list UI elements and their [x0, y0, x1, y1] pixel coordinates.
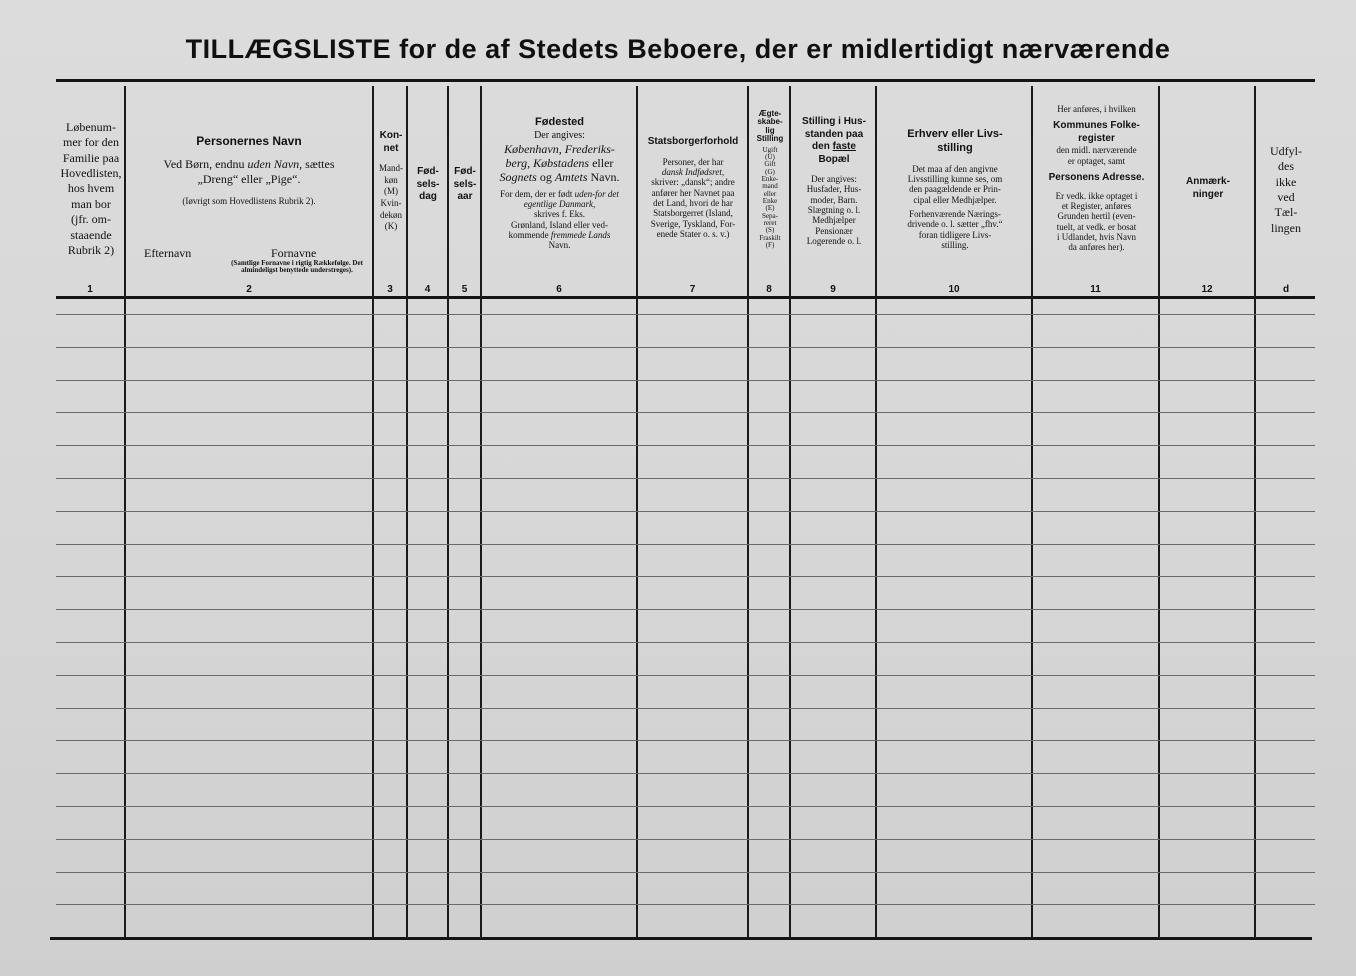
col-number: 6	[556, 284, 562, 295]
col11-heading2: Personens Adresse.	[1048, 172, 1145, 184]
col7-body	[638, 157, 748, 240]
entry-row-line	[56, 806, 1315, 807]
col6-italic2: berg, Købstadens	[505, 156, 590, 171]
cold-line: Udfyl-	[1270, 144, 1302, 158]
col7-italic: dansk Indfødsret,	[661, 166, 725, 177]
col10-line: cipal eller Medhjælper.	[913, 194, 997, 205]
col10-heading: Erhverv eller Livs- stilling	[907, 128, 1003, 154]
cold-line: ikke	[1275, 174, 1297, 189]
col9-heading-a: Stilling i Hus- standen paa den	[802, 116, 866, 152]
entry-row-line	[56, 773, 1315, 774]
col10-body	[878, 164, 1032, 251]
col8-line: Ugift	[762, 145, 778, 154]
col1-line: Familie paa	[62, 150, 120, 165]
col2-firstname-label: Fornavne	[271, 246, 317, 260]
entry-row-line	[56, 675, 1315, 676]
col11-line: er optaget, samt	[1067, 155, 1126, 166]
col11-line: tuelt, at vedk. er bosat	[1056, 221, 1137, 232]
column-divider	[447, 86, 449, 938]
col7-line: anfører her Navnet paa	[651, 187, 735, 198]
col-number: 1	[87, 284, 93, 295]
col8-line: (G)	[765, 167, 775, 176]
col6-italic1: København, Frederiks-	[504, 142, 615, 157]
col3-header	[374, 130, 408, 233]
col11-line: Grunden hertil (even-	[1057, 211, 1136, 222]
col2-header	[126, 134, 372, 294]
col3-line: (K)	[384, 221, 398, 232]
col4-header	[408, 166, 448, 204]
col9-sub: Der angives:	[811, 174, 857, 184]
col2-note-italic: uden Navn,	[247, 157, 303, 171]
col11-line: den midl. nærværende	[1056, 145, 1137, 156]
col2-note2: „Dreng“ eller „Pige“.	[197, 172, 301, 187]
col9-heading-end: Bopæl	[818, 153, 850, 165]
col6-p2i: uden-for det egentlige Danmark,	[523, 188, 619, 209]
col8-line: reret	[763, 219, 777, 227]
col10-line: Livsstilling kunne ses, om	[907, 173, 1003, 184]
col4-heading: Fød- sels- dag	[416, 166, 440, 202]
col9-header	[792, 116, 876, 246]
column-divider	[1254, 86, 1256, 938]
col10-line: Forhenværende Nærings-	[909, 208, 1001, 219]
col-number: 9	[830, 284, 836, 295]
col-number: 2	[246, 284, 252, 295]
col9-line: Slægtning o. l.	[807, 205, 861, 216]
col6-header	[483, 116, 636, 251]
col10-line: foran tidligere Livs-	[918, 229, 992, 240]
col6-places	[483, 143, 636, 184]
col8-line: Fraskilt	[759, 233, 781, 242]
col7-line: Personer, der har	[662, 156, 724, 167]
col6-para2	[483, 189, 636, 251]
col9-line: Pensionær	[815, 225, 853, 236]
col-number: 11	[1090, 284, 1101, 295]
col11-line: Er vedk. ikke optaget i	[1055, 190, 1138, 201]
col9-heading-underlined: faste	[832, 141, 856, 152]
col6-mid2: eller	[592, 156, 614, 171]
col5-header	[449, 166, 481, 204]
column-divider	[480, 86, 482, 938]
col6-p2c: Grønland, Island eller ved-	[511, 219, 608, 230]
col8-line: Enke	[762, 196, 778, 205]
col2-note	[126, 157, 372, 172]
col7-line: skriver: „dansk“; andre	[651, 177, 735, 188]
col11-line: et Register, anføres	[1061, 200, 1132, 211]
col11-top: Her anføres, i hvilken	[1057, 104, 1136, 114]
col8-line: Gift	[764, 160, 776, 169]
col10-line: stilling.	[941, 239, 969, 250]
col8-line: Enke-	[761, 174, 779, 183]
col6-italic3: Sognets	[499, 169, 537, 184]
entry-row-line	[56, 609, 1315, 610]
col3-line: Kvin-	[380, 198, 402, 209]
form-title: TILLÆGSLISTE for de af Stedets Beboere, der er midlertidigt nærværende	[185, 34, 1171, 64]
col-number: 10	[948, 284, 960, 295]
col1-line: staaende	[70, 227, 112, 242]
bottom-rule	[50, 937, 1312, 940]
col11-heading: Kommunes Folke- register	[1053, 120, 1140, 144]
cold-line: Tæl-	[1274, 205, 1298, 220]
entry-row-line	[56, 576, 1315, 577]
col7-line: det Land, hvori de har	[653, 197, 733, 208]
entry-row-line	[56, 511, 1315, 512]
col3-line: (M)	[384, 186, 398, 197]
col10-line: Det maa af den angivne	[912, 163, 998, 174]
col7-heading: Statsborgerforhold	[647, 136, 739, 147]
col8-line: eller	[763, 189, 777, 198]
col10-header	[878, 128, 1032, 250]
col8-header	[750, 110, 790, 249]
col3-line: køn	[384, 174, 398, 185]
col9-line: Husfader, Hus-	[806, 184, 862, 195]
col9-line: Medhjælper	[812, 215, 856, 226]
col9-line: moder, Barn.	[810, 194, 858, 205]
col-number: 12	[1201, 284, 1213, 295]
col8-line: (E)	[765, 204, 775, 213]
col8-line: (S)	[765, 226, 775, 235]
entry-row-line	[56, 380, 1315, 381]
col6-italic4: Amtets	[554, 169, 588, 184]
col8-heading: Ægte- skabe- lig Stilling	[756, 110, 784, 144]
col6-p2di: fremmede Lands	[550, 230, 611, 241]
col-number: 3	[387, 284, 393, 295]
col7-line: Sverige, Tyskland, For-	[650, 218, 736, 229]
entry-row-line	[56, 642, 1315, 643]
entry-row-line	[56, 314, 1315, 315]
col2-firstname-note: (Samtlige Fornavne i rigtig Rækkefølge. Det almindeligst benyttede understreges).	[231, 259, 363, 275]
entry-row-line	[56, 872, 1315, 873]
col7-line: enede Stater o. s. v.)	[656, 228, 730, 239]
entry-row-line	[56, 478, 1315, 479]
top-rule	[56, 79, 1315, 82]
col1-header	[56, 120, 126, 258]
entry-row-line	[56, 445, 1315, 446]
col9-line: Logerende o. l.	[806, 236, 862, 247]
col6-p2e: Navn.	[548, 240, 571, 251]
col-number: 5	[461, 284, 468, 295]
col6-p2b: skrives f. Eks.	[534, 209, 585, 220]
cold-line: des	[1278, 159, 1294, 174]
col6-p2d: kommende	[508, 230, 549, 241]
col6-sub: Der angives:	[534, 129, 585, 141]
col7-header	[638, 136, 748, 239]
col9-heading	[792, 116, 876, 166]
col11-line: i Udlandet, hvis Navn	[1057, 231, 1136, 242]
col8-line: mand	[762, 182, 778, 191]
col10-line: den paagældende er Prin-	[909, 184, 1001, 195]
col6-end4: Navn.	[590, 169, 620, 184]
col9-body	[792, 184, 876, 246]
col11-line: da anføres her).	[1068, 242, 1125, 253]
col-number: 4	[424, 284, 431, 295]
col11-body1	[1034, 145, 1159, 166]
col1-line: Rubrik 2)	[67, 242, 115, 257]
col1-line: Løbenum-	[66, 120, 116, 134]
col8-line: (U)	[765, 152, 775, 161]
col2-surname-label: Efternavn	[144, 246, 192, 260]
col1-line: man bor	[71, 196, 111, 211]
col8-body	[750, 147, 790, 250]
col8-line: (F)	[765, 241, 775, 250]
col5-heading: Fød- sels- aar	[453, 166, 477, 202]
cold-header	[1257, 144, 1315, 236]
cold-line: ved	[1277, 190, 1295, 205]
col3-heading: Kon- net	[379, 130, 403, 154]
col2-heading: Personernes Navn	[196, 134, 302, 148]
col1-line: hos hvem	[67, 181, 115, 196]
col2-note-a: Ved Børn, endnu	[163, 157, 245, 171]
col1-line: Hovedlisten,	[60, 166, 122, 181]
entry-row-line	[56, 839, 1315, 840]
col11-header	[1034, 104, 1159, 253]
col8-line: Sepa-	[762, 211, 778, 220]
entry-row-line	[56, 708, 1315, 709]
entry-row-line	[56, 412, 1315, 413]
entry-row-line	[56, 740, 1315, 741]
col10-line: drivende o. l. sætter „fhv.“	[907, 219, 1003, 230]
cold-line: lingen	[1271, 220, 1301, 235]
col6-p2: For dem, der er født	[500, 188, 573, 199]
entry-row-line	[56, 347, 1315, 348]
header-bottom-rule	[56, 296, 1315, 299]
col3-line: Mand-	[379, 163, 403, 173]
col11-body2	[1034, 191, 1159, 253]
col12-header	[1161, 176, 1255, 201]
col-number: d	[1282, 284, 1290, 295]
col1-line: (jfr. om-	[71, 212, 111, 227]
col-number: 7	[689, 284, 696, 295]
col-number: 8	[766, 284, 772, 295]
col1-line: mer for den	[63, 135, 119, 150]
col7-line: Statsborgerret (Island,	[653, 208, 733, 219]
col6-mid3: og	[539, 169, 552, 184]
entry-row-line	[56, 544, 1315, 545]
entry-row-line	[56, 904, 1315, 905]
col2-note3: (Iøvrigt som Hovedlistens Rubrik 2).	[182, 195, 316, 206]
col12-heading: Anmærk- ninger	[1186, 176, 1230, 200]
col3-line: dekøn	[380, 209, 402, 220]
col2-note-end: sættes	[305, 157, 335, 171]
col6-heading: Fødested	[535, 116, 584, 128]
